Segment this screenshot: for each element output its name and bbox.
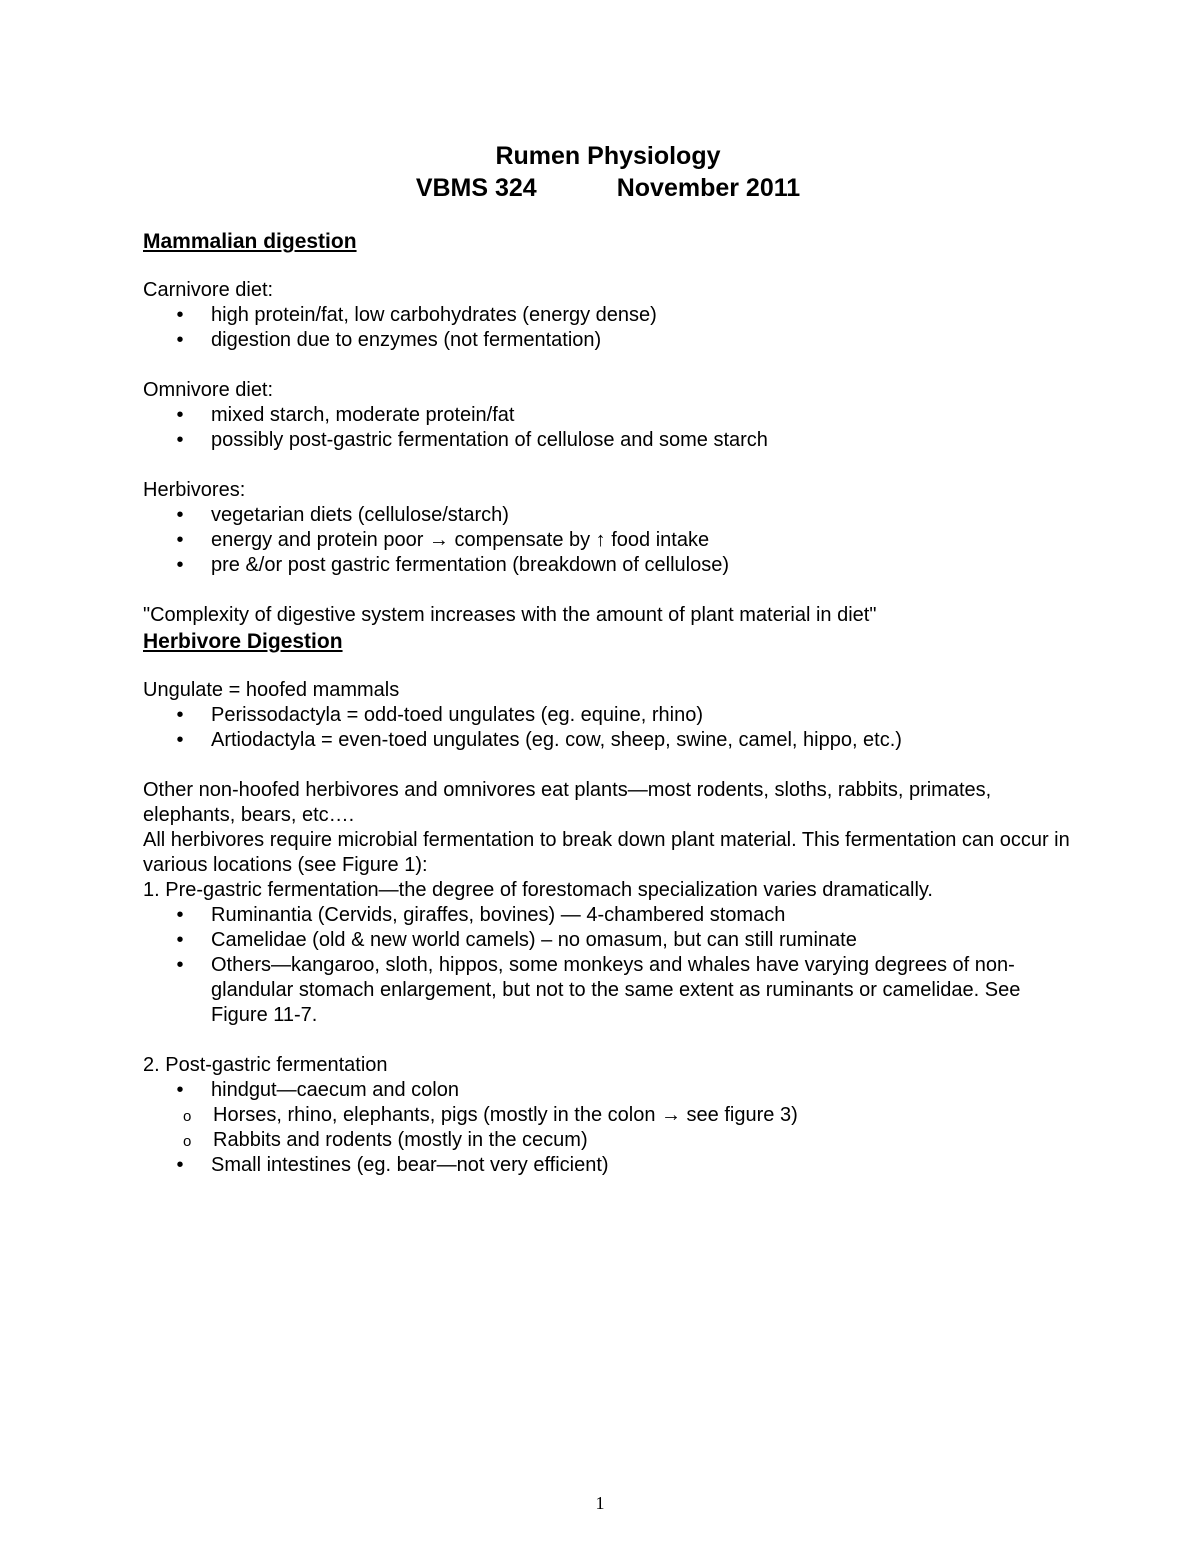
carnivore-list (143, 303, 1073, 353)
omnivore-block (143, 378, 1073, 453)
section-heading-mammalian-digestion: Mammalian digestion (143, 230, 357, 253)
sub-list-item (143, 1103, 1073, 1128)
list-item-text: Small intestines (eg. bear—not very efficient) (211, 1154, 609, 1176)
document-page (143, 140, 1073, 1203)
list-item (143, 403, 1073, 428)
bullet-icon: • (176, 704, 184, 726)
list-item-text: Artiodactyla = even-toed ungulates (eg. cow, sheep, swine, camel, hippo, etc.) (211, 729, 902, 751)
list-item-text: pre &/or post gastric fermentation (breakdown of cellulose) (211, 554, 730, 576)
fermentation-paragraph: All herbivores require microbial fermentation to break down plant material. This fermentation can occur in various locations (see Figure 1): (143, 829, 1070, 876)
complexity-quote: "Complexity of digestive system increases with the amount of plant material in diet" (143, 604, 877, 626)
bullet-icon: • (176, 504, 184, 526)
list-item (143, 328, 1073, 353)
list-item (143, 303, 1073, 328)
bullet-icon: • (176, 529, 184, 551)
bullet-icon: • (176, 954, 184, 976)
bullet-icon: • (176, 729, 184, 751)
section-heading-herbivore-digestion: Herbivore Digestion (143, 630, 343, 653)
bullet-icon: • (176, 1079, 184, 1101)
omnivore-list (143, 403, 1073, 453)
list-item (143, 1078, 1073, 1103)
list-item-text: vegetarian diets (cellulose/starch) (211, 504, 509, 526)
list-item-text: Others—kangaroo, sloth, hippos, some monkeys and whales have varying degrees of non-glandular stomach enlargement, but not to the same extent as ruminants or camelidae. See Figure 11-7. (211, 954, 1021, 1026)
list-item (143, 528, 1073, 553)
sub-list-item-text: Horses, rhino, elephants, pigs (mostly in the colon → see figure 3) (213, 1104, 798, 1126)
omnivore-label: Omnivore diet: (143, 379, 274, 401)
carnivore-label: Carnivore diet: (143, 279, 274, 301)
herbivores-block (143, 478, 1073, 578)
list-item-text: hindgut—caecum and colon (211, 1079, 459, 1101)
pregastric-label: 1. Pre-gastric fermentation—the degree of forestomach specialization varies dramatically. (143, 879, 933, 901)
list-item-text: possibly post-gastric fermentation of cellulose and some starch (211, 429, 768, 451)
postgastric-label: 2. Post-gastric fermentation (143, 1054, 388, 1076)
list-item (143, 553, 1073, 578)
ungulate-label: Ungulate = hoofed mammals (143, 679, 400, 701)
sub-list-item-text: Rabbits and rodents (mostly in the cecum) (213, 1129, 588, 1151)
document-subtitle (143, 172, 1073, 204)
bullet-icon: • (176, 554, 184, 576)
page-number: 1 (595, 1493, 605, 1513)
postgastric-list-2 (143, 1153, 1073, 1178)
bullet-icon: • (176, 1154, 184, 1176)
other-herbivores-paragraph: Other non-hoofed herbivores and omnivores eat plants—most rodents, sloths, rabbits, primates, elephants, bears, etc…. (143, 779, 992, 826)
list-item (143, 903, 1073, 928)
postgastric-block (143, 1053, 1073, 1178)
carnivore-block (143, 278, 1073, 353)
list-item (143, 703, 1073, 728)
document-title: Rumen Physiology (495, 142, 721, 170)
bullet-icon: • (176, 904, 184, 926)
list-item-text: energy and protein poor → compensate by ↑ food intake (211, 529, 710, 551)
bullet-icon: • (176, 329, 184, 351)
postgastric-list (143, 1078, 1073, 1103)
list-item-text: mixed starch, moderate protein/fat (211, 404, 515, 426)
document-date: November 2011 (616, 174, 801, 202)
bullet-icon: • (176, 429, 184, 451)
ungulate-block (143, 678, 1073, 753)
herbivores-list (143, 503, 1073, 578)
list-item (143, 928, 1073, 953)
circle-bullet-icon: o (183, 1108, 192, 1125)
pregastric-list (143, 903, 1073, 1028)
list-item-text: Perissodactyla = odd-toed ungulates (eg. equine, rhino) (211, 704, 703, 726)
bullet-icon: • (176, 304, 184, 326)
list-item (143, 953, 1073, 1028)
list-item-text: Ruminantia (Cervids, giraffes, bovines) — 4-chambered stomach (211, 904, 786, 926)
pregastric-block (143, 878, 1073, 1028)
list-item-text: high protein/fat, low carbohydrates (energy dense) (211, 304, 657, 326)
course-code: VBMS 324 (415, 174, 537, 202)
list-item (143, 503, 1073, 528)
bullet-icon: • (176, 404, 184, 426)
herbivores-label: Herbivores: (143, 479, 246, 501)
list-item-text: digestion due to enzymes (not fermentation) (211, 329, 602, 351)
sub-list-item (143, 1128, 1073, 1153)
list-item (143, 428, 1073, 453)
hindgut-sublist (143, 1103, 1073, 1153)
list-item (143, 1153, 1073, 1178)
ungulate-list (143, 703, 1073, 753)
list-item-text: Camelidae (old & new world camels) – no omasum, but can still ruminate (211, 929, 857, 951)
circle-bullet-icon: o (183, 1133, 192, 1150)
bullet-icon: • (176, 929, 184, 951)
list-item (143, 728, 1073, 753)
